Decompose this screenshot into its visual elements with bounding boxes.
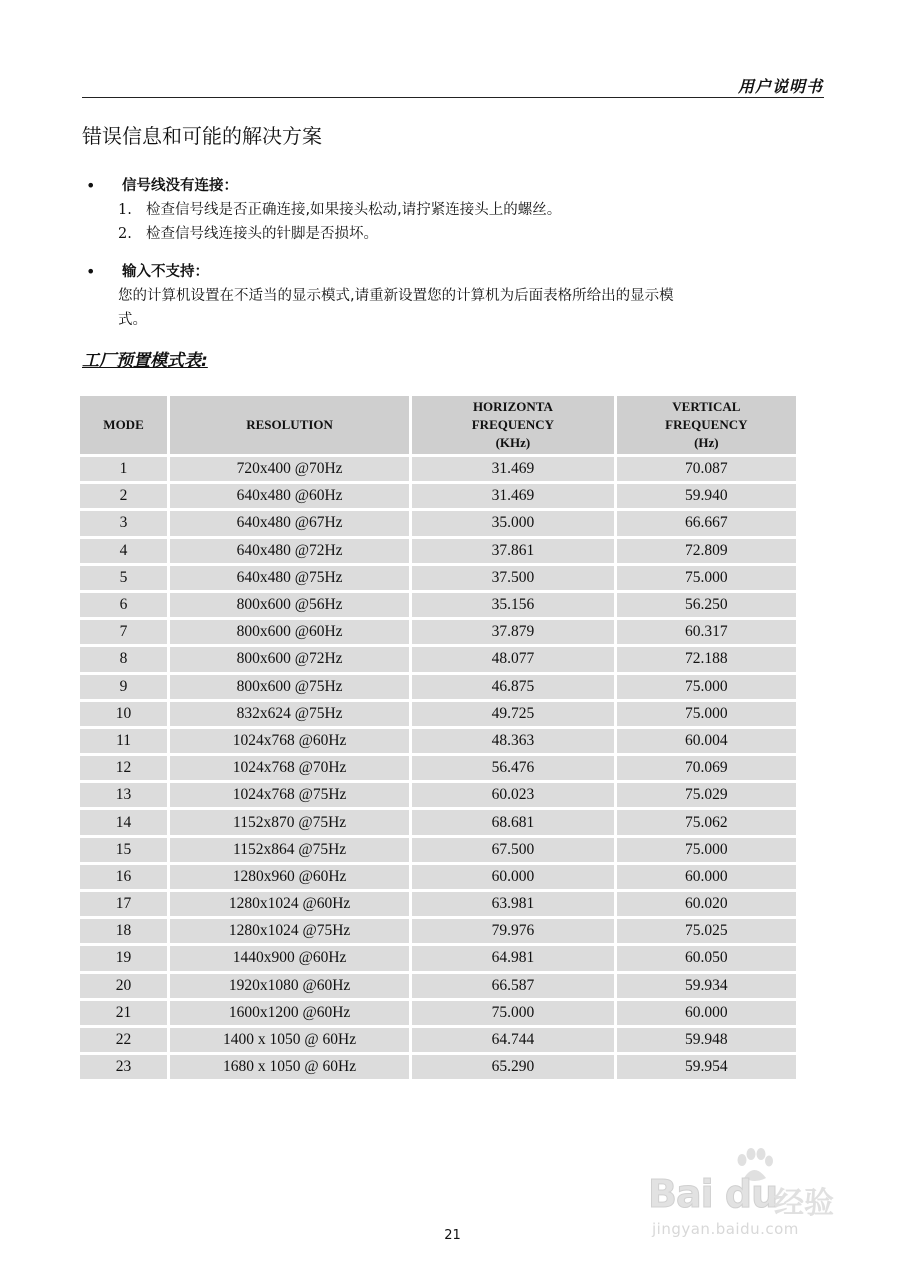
header-line: FREQUENCY (665, 417, 748, 432)
cell-resolution: 1024x768 @75Hz (170, 783, 409, 807)
header-line: (KHz) (495, 435, 531, 450)
cell-resolution: 1280x960 @60Hz (170, 865, 409, 889)
cell-mode: 13 (80, 783, 167, 807)
cell-resolution: 1400 x 1050 @ 60Hz (170, 1028, 409, 1052)
cell-vertical-frequency: 70.069 (617, 756, 796, 780)
cell-horizontal-frequency: 56.476 (412, 756, 614, 780)
page-number: 21 (444, 1228, 461, 1243)
table-row (80, 539, 796, 563)
cell-resolution: 800x600 @60Hz (170, 620, 409, 644)
bullet-dot-icon: • (86, 176, 96, 195)
cell-vertical-frequency: 66.667 (617, 511, 796, 535)
cell-horizontal-frequency: 37.879 (412, 620, 614, 644)
cell-resolution: 800x600 @75Hz (170, 675, 409, 699)
cell-mode: 11 (80, 729, 167, 753)
section-title: 错误信息和可能的解决方案 (82, 124, 322, 148)
cell-horizontal-frequency: 67.500 (412, 838, 614, 862)
bullet-title: 输入不支持： (122, 264, 209, 280)
cell-mode: 7 (80, 620, 167, 644)
paragraph-line: 您的计算机设置在不适当的显示模式,请重新设置您的计算机为后面表格所给出的显示模 (118, 288, 674, 304)
table-row (80, 810, 796, 834)
table-row (80, 892, 796, 916)
cell-horizontal-frequency: 64.981 (412, 946, 614, 970)
cell-mode: 21 (80, 1001, 167, 1025)
table-row (80, 620, 796, 644)
cell-mode: 18 (80, 919, 167, 943)
cell-mode: 2 (80, 484, 167, 508)
table-row (80, 756, 796, 780)
cell-resolution: 800x600 @72Hz (170, 647, 409, 671)
watermark-brand: Bai du (648, 1172, 778, 1216)
table-row (80, 838, 796, 862)
cell-mode: 5 (80, 566, 167, 590)
cell-resolution: 1440x900 @60Hz (170, 946, 409, 970)
table-row (80, 702, 796, 726)
cell-resolution: 720x400 @70Hz (170, 457, 409, 481)
cell-mode: 15 (80, 838, 167, 862)
table-title: 工厂预置模式表: (82, 351, 208, 371)
table-row (80, 919, 796, 943)
cell-horizontal-frequency: 79.976 (412, 919, 614, 943)
paragraph-line: 式。 (118, 312, 147, 328)
cell-mode: 8 (80, 647, 167, 671)
cell-horizontal-frequency: 63.981 (412, 892, 614, 916)
cell-resolution: 1024x768 @60Hz (170, 729, 409, 753)
table-row (80, 729, 796, 753)
cell-resolution: 800x600 @56Hz (170, 593, 409, 617)
cell-vertical-frequency: 59.940 (617, 484, 796, 508)
table-row (80, 484, 796, 508)
cell-mode: 14 (80, 810, 167, 834)
cell-horizontal-frequency: 60.023 (412, 783, 614, 807)
bullet-input-not-supported (82, 260, 822, 332)
list-item-number: 2. (118, 226, 132, 242)
header-line: (Hz) (694, 435, 719, 450)
cell-mode: 1 (80, 457, 167, 481)
table-row (80, 1001, 796, 1025)
table-row (80, 675, 796, 699)
cell-resolution: 1680 x 1050 @ 60Hz (170, 1055, 409, 1079)
running-header: 用户说明书 (737, 77, 823, 96)
cell-resolution: 1920x1080 @60Hz (170, 974, 409, 998)
watermark (648, 1148, 868, 1244)
cell-vertical-frequency: 60.004 (617, 729, 796, 753)
table-header-row (80, 396, 796, 454)
cell-mode: 17 (80, 892, 167, 916)
cell-horizontal-frequency: 31.469 (412, 484, 614, 508)
watermark-url: jingyan.baidu.com (652, 1220, 799, 1238)
cell-horizontal-frequency: 68.681 (412, 810, 614, 834)
cell-horizontal-frequency: 46.875 (412, 675, 614, 699)
watermark-brand-cn: 经验 (774, 1186, 834, 1221)
cell-horizontal-frequency: 37.500 (412, 566, 614, 590)
cell-horizontal-frequency: 60.000 (412, 865, 614, 889)
cell-mode: 6 (80, 593, 167, 617)
header-line: VERTICAL (672, 399, 741, 414)
header-rule (82, 97, 824, 98)
table-row (80, 1055, 796, 1079)
cell-vertical-frequency: 75.000 (617, 702, 796, 726)
header-line: FREQUENCY (471, 417, 555, 432)
cell-resolution: 640x480 @75Hz (170, 566, 409, 590)
list-item-text: 检查信号线是否正确连接,如果接头松动,请拧紧连接头上的螺丝。 (146, 202, 562, 218)
cell-mode: 9 (80, 675, 167, 699)
header-horizontal-frequency (412, 396, 614, 454)
cell-resolution: 832x624 @75Hz (170, 702, 409, 726)
header-vertical-frequency (617, 396, 796, 454)
cell-horizontal-frequency: 75.000 (412, 1001, 614, 1025)
cell-mode: 19 (80, 946, 167, 970)
cell-resolution: 1152x870 @75Hz (170, 810, 409, 834)
cell-mode: 23 (80, 1055, 167, 1079)
preset-modes-table (77, 393, 799, 1082)
bullet-signal-cable (82, 174, 822, 246)
table-row (80, 783, 796, 807)
cell-vertical-frequency: 59.954 (617, 1055, 796, 1079)
cell-horizontal-frequency: 37.861 (412, 539, 614, 563)
cell-resolution: 640x480 @60Hz (170, 484, 409, 508)
cell-resolution: 1024x768 @70Hz (170, 756, 409, 780)
table-row (80, 1028, 796, 1052)
header-mode: MODE (80, 396, 167, 454)
cell-vertical-frequency: 75.000 (617, 566, 796, 590)
cell-horizontal-frequency: 48.363 (412, 729, 614, 753)
list-item-text: 检查信号线连接头的针脚是否损坏。 (146, 226, 378, 242)
cell-vertical-frequency: 70.087 (617, 457, 796, 481)
cell-mode: 10 (80, 702, 167, 726)
cell-vertical-frequency: 59.934 (617, 974, 796, 998)
cell-vertical-frequency: 60.000 (617, 865, 796, 889)
cell-horizontal-frequency: 64.744 (412, 1028, 614, 1052)
cell-vertical-frequency: 60.020 (617, 892, 796, 916)
cell-vertical-frequency: 60.000 (617, 1001, 796, 1025)
cell-horizontal-frequency: 31.469 (412, 457, 614, 481)
cell-resolution: 1600x1200 @60Hz (170, 1001, 409, 1025)
cell-vertical-frequency: 60.317 (617, 620, 796, 644)
header-resolution: RESOLUTION (170, 396, 409, 454)
table-row (80, 865, 796, 889)
cell-vertical-frequency: 56.250 (617, 593, 796, 617)
cell-horizontal-frequency: 48.077 (412, 647, 614, 671)
list-item (82, 222, 822, 246)
cell-mode: 22 (80, 1028, 167, 1052)
bullet-dot-icon: • (86, 262, 96, 281)
cell-vertical-frequency: 75.029 (617, 783, 796, 807)
table-row (80, 647, 796, 671)
cell-vertical-frequency: 75.000 (617, 838, 796, 862)
table-row (80, 974, 796, 998)
cell-resolution: 1152x864 @75Hz (170, 838, 409, 862)
cell-horizontal-frequency: 66.587 (412, 974, 614, 998)
cell-vertical-frequency: 72.809 (617, 539, 796, 563)
bullet-title: 信号线没有连接： (122, 178, 238, 194)
cell-resolution: 1280x1024 @75Hz (170, 919, 409, 943)
cell-mode: 20 (80, 974, 167, 998)
cell-mode: 3 (80, 511, 167, 535)
table-row (80, 457, 796, 481)
cell-resolution: 640x480 @67Hz (170, 511, 409, 535)
cell-resolution: 1280x1024 @60Hz (170, 892, 409, 916)
header-line: HORIZONTA (472, 399, 553, 414)
table-row (80, 946, 796, 970)
cell-horizontal-frequency: 65.290 (412, 1055, 614, 1079)
cell-resolution: 640x480 @72Hz (170, 539, 409, 563)
table-row (80, 593, 796, 617)
cell-mode: 16 (80, 865, 167, 889)
cell-vertical-frequency: 72.188 (617, 647, 796, 671)
cell-vertical-frequency: 60.050 (617, 946, 796, 970)
cell-vertical-frequency: 75.025 (617, 919, 796, 943)
table-row (80, 511, 796, 535)
cell-horizontal-frequency: 35.156 (412, 593, 614, 617)
cell-mode: 4 (80, 539, 167, 563)
cell-vertical-frequency: 59.948 (617, 1028, 796, 1052)
cell-vertical-frequency: 75.062 (617, 810, 796, 834)
cell-mode: 12 (80, 756, 167, 780)
list-item-number: 1. (118, 202, 132, 218)
list-item (82, 198, 822, 222)
cell-horizontal-frequency: 35.000 (412, 511, 614, 535)
cell-horizontal-frequency: 49.725 (412, 702, 614, 726)
cell-vertical-frequency: 75.000 (617, 675, 796, 699)
table-row (80, 566, 796, 590)
